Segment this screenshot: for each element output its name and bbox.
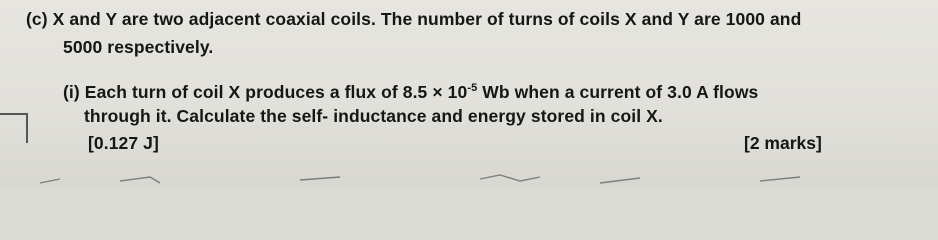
sub-question-i-line1 <box>63 82 758 103</box>
sub-i-exponent: -5 <box>467 82 478 94</box>
margin-mark <box>0 113 28 115</box>
margin-mark-vertical <box>26 113 28 143</box>
bottom-edge-scribble <box>0 165 938 187</box>
intro-line1: X and Y are two adjacent coaxial coils. The number of turns of coils X and Y are 1000 and <box>52 9 802 29</box>
part-c-label: (c) <box>26 9 48 29</box>
question-c-line1 <box>26 9 801 30</box>
sub-i-line2: through it. Calculate the self- inductance and energy stored in coil X. <box>84 106 663 126</box>
marks-label: [2 marks] <box>744 133 822 153</box>
intro-line2: 5000 respectively. <box>63 37 214 57</box>
sub-i-label: (i) <box>63 82 80 102</box>
sub-i-text-a: Each turn of coil X produces a flux of 8.5 × 10 <box>84 82 468 102</box>
sub-i-text-b: Wb when a current of 3.0 A flows <box>477 82 759 102</box>
answer-text: [0.127 J] <box>88 133 159 153</box>
